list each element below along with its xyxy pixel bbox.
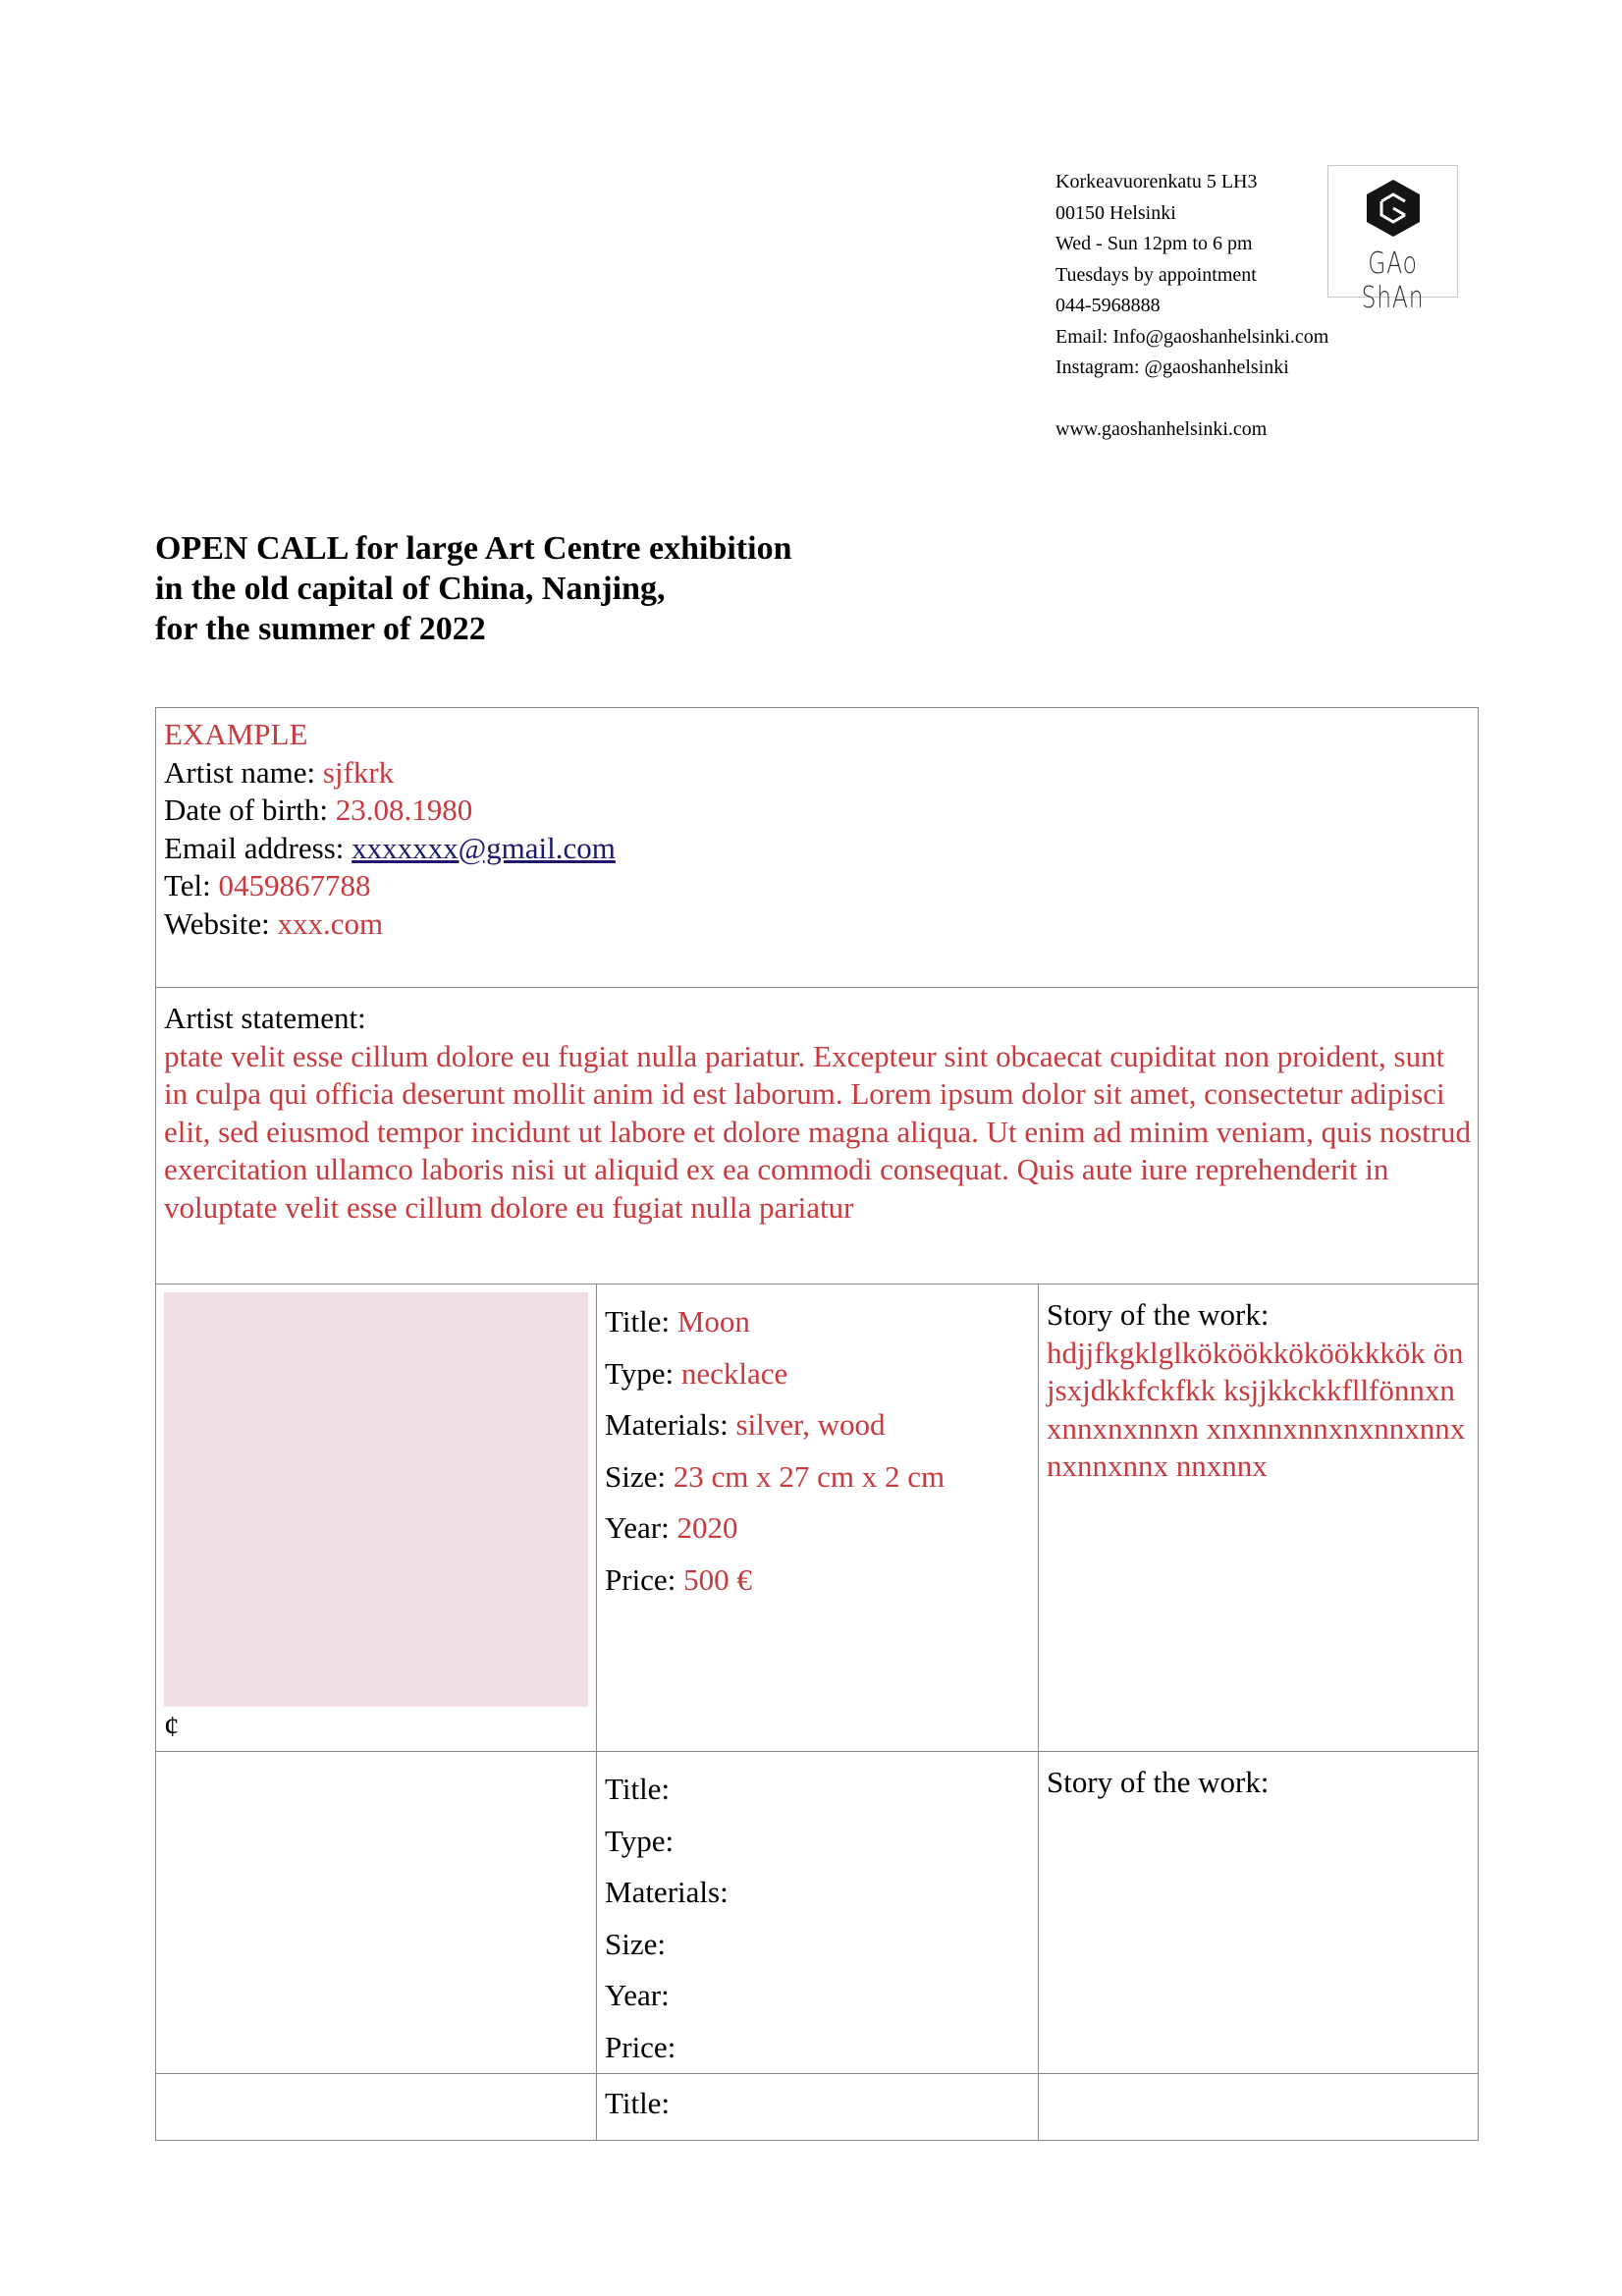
tel-field [164,867,616,905]
work-type-field [605,1348,945,1400]
work-story-cell [1038,1752,1478,2074]
field-label: Date of birth: [164,793,329,827]
work-year-value: 2020 [676,1510,738,1545]
opening-hours: Wed - Sun 12pm to 6 pm [1055,233,1253,254]
work-story-cell [1038,1285,1478,1752]
field-label: Type: [605,1355,675,1391]
work-image-placeholder[interactable] [164,1292,588,1707]
work-price-label: Price: [605,2029,676,2064]
title-line: OPEN CALL for large Art Centre exhibition [155,530,792,567]
application-form [155,707,1479,2141]
contact-email: Email: Info@gaoshanhelsinki.com [1055,325,1329,348]
website-field [164,905,616,944]
example-label: EXAMPLE [164,717,308,751]
work-title-label: Title: [605,1772,671,1806]
gallery-address [1055,167,1350,445]
work-story-cell [1038,2074,1478,2140]
address-line: 00150 Helsinki [1055,201,1176,224]
story-text: hdjjfkgklglkököökkököökkkök önjsxjdkkfckfkk ksjjkkckkfllfönnxnxnnxnxnnxn xnxnnxnnxnxnnxnnxnxnnxnnx nnxnnx [1047,1335,1466,1483]
field-label: Tel: [164,868,211,902]
story-label: Story of the work: [1047,1297,1270,1332]
work-image-cell[interactable] [156,1752,596,2074]
title-line: for the summer of 2022 [155,611,486,647]
work-size-field [605,1451,945,1503]
artist-statement-section [156,987,1478,1285]
work-size-value: 23 cm x 27 cm x 2 cm [673,1458,946,1494]
logo-wordmark: GAo ShAn [1361,246,1425,315]
statement-text: ptate velit esse cillum dolore eu fugiat nulla pariatur. Excepteur sint obcaecat cupiditat non proident, sunt in culpa qui officia deserunt mollit anim id est laborum. Lorem ipsum dolor sit amet, consectetur adipisci elit, sed eiusmod tempor incidunt ut labore et dolore magna aliqua. Ut enim ad minim veniam, quis nostrud exercitation ullamco laboris nisi ut aliquid ex ea commodi consequat. Quis aute iure reprehenderit in voluptate velit esse cillum dolore eu fugiat nulla pariatur [164,1038,1472,1225]
work-image-cell[interactable] [156,2074,596,2140]
work-row [156,2073,1478,2140]
field-label: Year: [605,1510,670,1545]
date-of-birth-field [164,792,616,830]
work-type-label: Type: [605,1823,675,1858]
work-price-value: 500 € [683,1561,752,1597]
field-label: Price: [605,1561,676,1597]
work-details-cell [596,1752,1038,2074]
field-label: Size: [605,1458,666,1494]
artist-name-field [164,754,616,793]
appointment-note: Tuesdays by appointment [1055,263,1257,286]
field-label: Artist name: [164,754,316,790]
work-type-value: necklace [680,1355,788,1391]
story-label: Story of the work: [1047,1765,1270,1799]
work-image-cell [156,1285,596,1752]
field-label: Materials: [605,1407,729,1442]
work-details-cell [596,2074,1038,2140]
work-materials-field [605,1399,945,1451]
field-label: Website: [164,905,270,941]
phone-number: 044-5968888 [1055,295,1161,316]
artist-info-section [156,708,1478,987]
artist-name-value: sjfkrk [322,754,395,790]
address-line: Korkeavuorenkatu 5 LH3 [1055,171,1258,192]
instagram-handle: Instagram: @gaoshanhelsinki [1055,356,1289,378]
work-title-value: Moon [676,1304,750,1339]
website-value: xxx.com [277,905,384,941]
work-details-cell [596,1285,1038,1752]
work-title-label: Title: [605,2086,671,2120]
title-line: in the old capital of China, Nanjing, [155,571,666,607]
work-title-field [605,1296,945,1348]
tel-value: 0459867788 [218,868,371,902]
website-url: www.gaoshanhelsinki.com [1055,417,1268,440]
work-materials-label: Materials: [605,1875,729,1909]
email-link[interactable]: xxxxxxx@gmail.com [351,830,616,865]
statement-label: Artist statement: [164,1001,366,1035]
work-size-label: Size: [605,1926,666,1961]
gallery-logo [1327,165,1458,315]
work-row [156,1284,1478,1752]
cube-logo-icon [1364,178,1423,239]
email-field [164,830,616,868]
field-label: Title: [605,1304,671,1339]
field-label: Email address: [164,830,345,865]
page-title [155,528,791,649]
work-year-field [605,1503,945,1555]
image-caption: ¢ [164,1709,180,1743]
work-price-field [605,1555,945,1607]
work-materials-value: silver, wood [735,1407,886,1442]
work-row [156,1751,1478,2074]
date-of-birth-value: 23.08.1980 [335,793,473,827]
work-year-label: Year: [605,1978,670,2012]
